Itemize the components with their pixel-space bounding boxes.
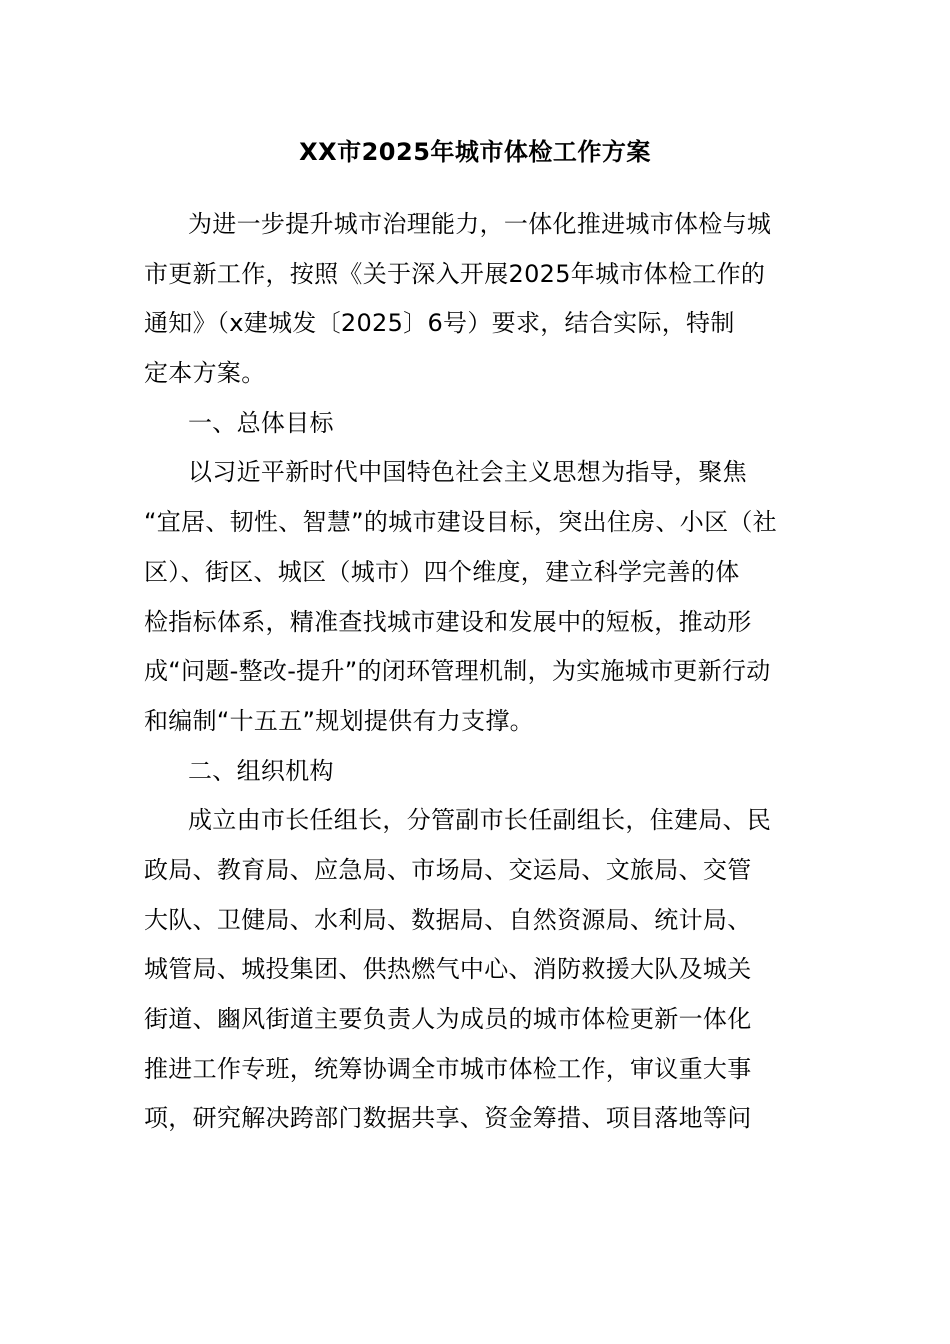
paragraph-organization-line-1: 成立由市长任组长，分管副市长任副组长，住建局、民 [188, 806, 772, 835]
paragraph-intro-line-2: 市更新工作，按照《关于深入开展2025年城市体检工作的 [144, 259, 766, 288]
paragraph-organization-line-2: 政局、教育局、应急局、市场局、交运局、文旅局、交管 [144, 855, 752, 884]
paragraph-organization-line-4: 城管局、城投集团、供热燃气中心、消防救援大队及城关 [144, 955, 752, 984]
paragraph-intro-line-4: 定本方案。 [144, 359, 266, 388]
paragraph-intro-line-3: 通知》（x建城发〔2025〕6号）要求，结合实际，特制 [144, 309, 735, 338]
paragraph-goals-line-3: 区）、街区、城区（城市）四个维度，建立科学完善的体 [144, 557, 740, 586]
document-body [144, 200, 808, 1144]
document-title: XX市2025年城市体检工作方案 [299, 138, 651, 166]
section-heading-overall-goals: 一、总体目标 [188, 408, 334, 437]
paragraph-intro-line-1: 为进一步提升城市治理能力，一体化推进城市体检与城 [188, 210, 772, 238]
paragraph-organization-line-3: 大队、卫健局、水利局、数据局、自然资源局、统计局、 [144, 905, 752, 934]
paragraph-goals-line-5: 成“问题-整改-提升”的闭环管理机制，为实施城市更新行动 [144, 657, 771, 686]
section-heading-organization: 二、组织机构 [188, 756, 334, 785]
paragraph-organization-line-6: 推进工作专班，统筹协调全市城市体检工作，审议重大事 [144, 1054, 752, 1083]
paragraph-goals-line-6: 和编制“十五五”规划提供有力支撑。 [144, 706, 534, 735]
paragraph-organization-line-5: 街道、豳风街道主要负责人为成员的城市体检更新一体化 [144, 1005, 752, 1033]
paragraph-organization-line-7: 项，研究解决跨部门数据共享、资金筹措、项目落地等问 [144, 1104, 752, 1133]
paragraph-goals-line-4: 检指标体系，精准查找城市建设和发展中的短板，推动形 [144, 607, 752, 636]
paragraph-goals-line-1: 以习近平新时代中国特色社会主义思想为指导，聚焦 [188, 458, 747, 487]
paragraph-goals-line-2: “宜居、韧性、智慧”的城市建设目标，突出住房、小区（社 [144, 508, 777, 537]
